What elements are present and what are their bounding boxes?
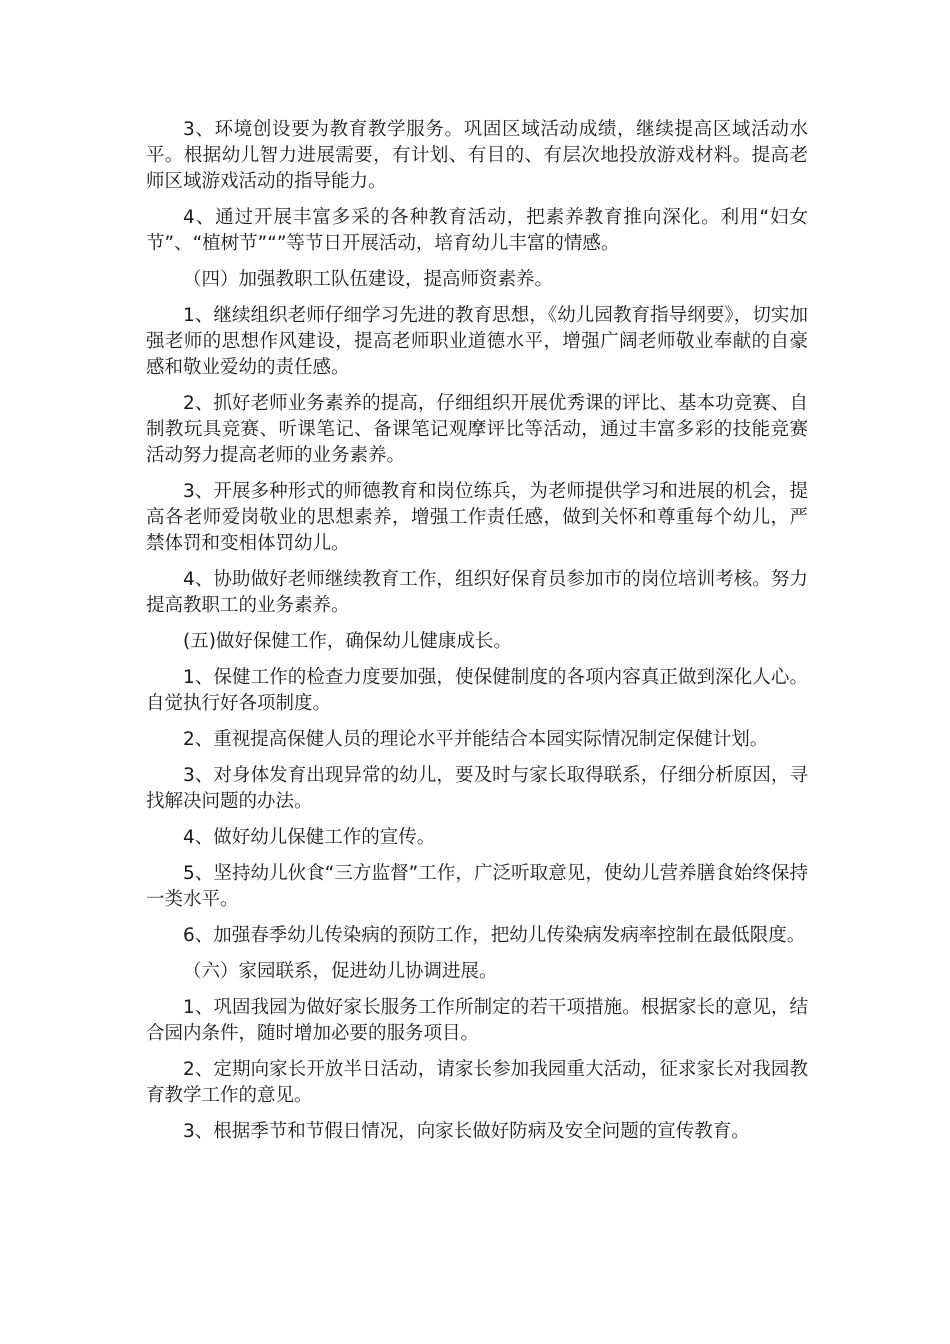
paragraph-teacher-skills: 2、抓好老师业务素养的提高，仔细组织开展优秀课的评比、基本功竞赛、自制教玩具竞赛、听课笔记、备课笔记观摩评比等活动，通过丰富多彩的技能竞赛活动努力提高老师的业务素养。 bbox=[146, 393, 808, 466]
paragraph-teacher-ethics: 3、开展多种形式的师德教育和岗位练兵，为老师提供学习和进展的机会，提高各老师爱岗敬业的思想素养，增强工作责任感，做到关怀和尊重每个幼儿，严禁体罚和变相体罚幼儿。 bbox=[146, 481, 808, 554]
paragraph-parent-service: 1、巩固我园为做好家长服务工作所制定的若干项措施。根据家长的意见，结合园内条件，随时增加必要的服务项目。 bbox=[146, 997, 808, 1044]
paragraph-health-publicity: 4、做好幼儿保健工作的宣传。 bbox=[183, 827, 436, 848]
section-heading-staff-building: （四）加强教职工队伍建设，提高师资素养。 bbox=[183, 269, 554, 290]
paragraph-health-theory: 2、重视提高保健人员的理论水平并能结合本园实际情况制定保健计划。 bbox=[183, 729, 769, 750]
section-heading-health-care: (五)做好保健工作，确保幼儿健康成长。 bbox=[183, 631, 512, 652]
section-heading-home-school: （六）家园联系，促进幼儿协调进展。 bbox=[183, 961, 498, 982]
paragraph-environment-creation: 3、环境创设要为教育教学服务。巩固区域活动成绩，继续提高区域活动水平。根据幼儿智力进展需要，有计划、有目的、有层次地投放游戏材料。提高老师区域游戏活动的指导能力。 bbox=[146, 119, 808, 192]
paragraph-education-activities: 4、通过开展丰富多采的各种教育活动，把素养教育推向深化。利用“妇女节”、“植树节”“”等节日开展活动，培育幼儿丰富的情感。 bbox=[146, 207, 808, 254]
paragraph-teacher-study: 1、继续组织老师仔细学习先进的教育思想，《幼儿园教育指导纲要》，切实加强老师的思想作风建设，提高老师职业道德水平，增强广阔老师敬业奉献的自豪感和敬业爱幼的责任感。 bbox=[146, 305, 808, 378]
paragraph-safety-education: 3、根据季节和节假日情况，向家长做好防病及安全问题的宣传教育。 bbox=[183, 1121, 750, 1142]
paragraph-abnormal-development: 3、对身体发育出现异常的幼儿，要及时与家长取得联系，仔细分析原因，寻找解决问题的办法。 bbox=[146, 765, 808, 812]
document-body bbox=[146, 117, 808, 1155]
paragraph-open-day: 2、定期向家长开放半日活动，请家长参加我园重大活动，征求家长对我园教育教学工作的意见。 bbox=[146, 1059, 808, 1106]
paragraph-health-inspection: 1、保健工作的检查力度要加强，使保健制度的各项内容真正做到深化人心。自觉执行好各项制度。 bbox=[146, 667, 808, 714]
paragraph-meal-supervision: 5、坚持幼儿伙食“三方监督”工作，广泛听取意见，使幼儿营养膳食始终保持一类水平。 bbox=[146, 863, 808, 910]
paragraph-disease-prevention: 6、加强春季幼儿传染病的预防工作，把幼儿传染病发病率控制在最低限度。 bbox=[183, 925, 806, 946]
paragraph-continuing-education: 4、协助做好老师继续教育工作，组织好保育员参加市的岗位培训考核。努力提高教职工的业务素养。 bbox=[146, 569, 808, 616]
